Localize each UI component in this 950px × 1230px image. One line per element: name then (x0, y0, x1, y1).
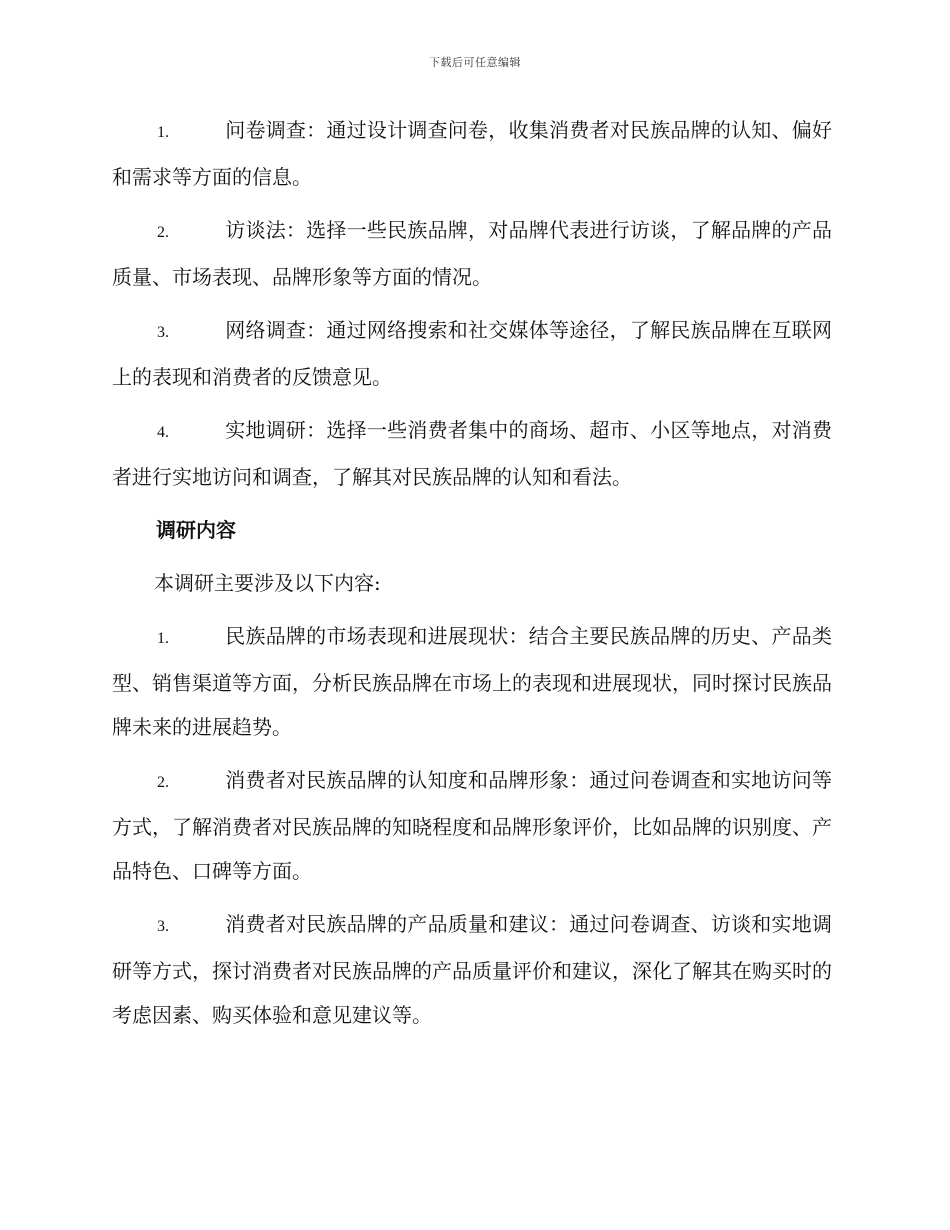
list-item-text: 实地调研：选择一些消费者集中的商场、超市、小区等地点，对消费者进行实地访问和调查，了解其对民族品牌的认知和看法。 (112, 418, 832, 489)
document-body (112, 108, 832, 1046)
list-item-text: 消费者对民族品牌的产品质量和建议：通过问卷调查、访谈和实地调研等方式，探讨消费者对民族品牌的产品质量评价和建议，深化了解其在购买时的考虑因素、购买体验和意见建议等。 (112, 912, 832, 1027)
list-item-text: 访谈法：选择一些民族品牌，对品牌代表进行访谈，了解品牌的产品质量、市场表现、品牌形象等方面的情况。 (112, 218, 832, 289)
list-number: 1. (157, 630, 169, 647)
list-item-text: 消费者对民族品牌的认知度和品牌形象：通过问卷调查和实地访问等方式，了解消费者对民族品牌的知晓程度和品牌形象评价，比如品牌的识别度、产品特色、口碑等方面。 (112, 768, 832, 883)
content-item-2 (112, 758, 832, 893)
list-item-text: 问卷调查：通过设计调查问卷，收集消费者对民族品牌的认知、偏好和需求等方面的信息。 (112, 118, 832, 189)
method-item-1 (112, 108, 832, 199)
list-number: 1. (157, 124, 169, 141)
method-item-3 (112, 308, 832, 399)
content-item-1 (112, 614, 832, 749)
list-number: 3. (157, 918, 169, 935)
list-number: 2. (157, 224, 169, 241)
section-intro: 本调研主要涉及以下内容: (154, 571, 381, 595)
method-item-2 (112, 208, 832, 299)
content-item-3 (112, 902, 832, 1037)
page-header: 下载后可任意编辑 (429, 56, 521, 69)
list-number: 3. (157, 324, 169, 341)
method-item-4 (112, 408, 832, 499)
list-number: 4. (157, 424, 169, 441)
list-item-text: 民族品牌的市场表现和进展现状：结合主要民族品牌的历史、产品类型、销售渠道等方面，分析民族品牌在市场上的表现和进展现状，同时探讨民族品牌未来的进展趋势。 (112, 624, 832, 739)
list-number: 2. (157, 774, 169, 791)
section-heading: 调研内容 (156, 518, 236, 542)
list-item-text: 网络调查：通过网络搜索和社交媒体等途径，了解民族品牌在互联网上的表现和消费者的反馈意见。 (112, 318, 832, 389)
